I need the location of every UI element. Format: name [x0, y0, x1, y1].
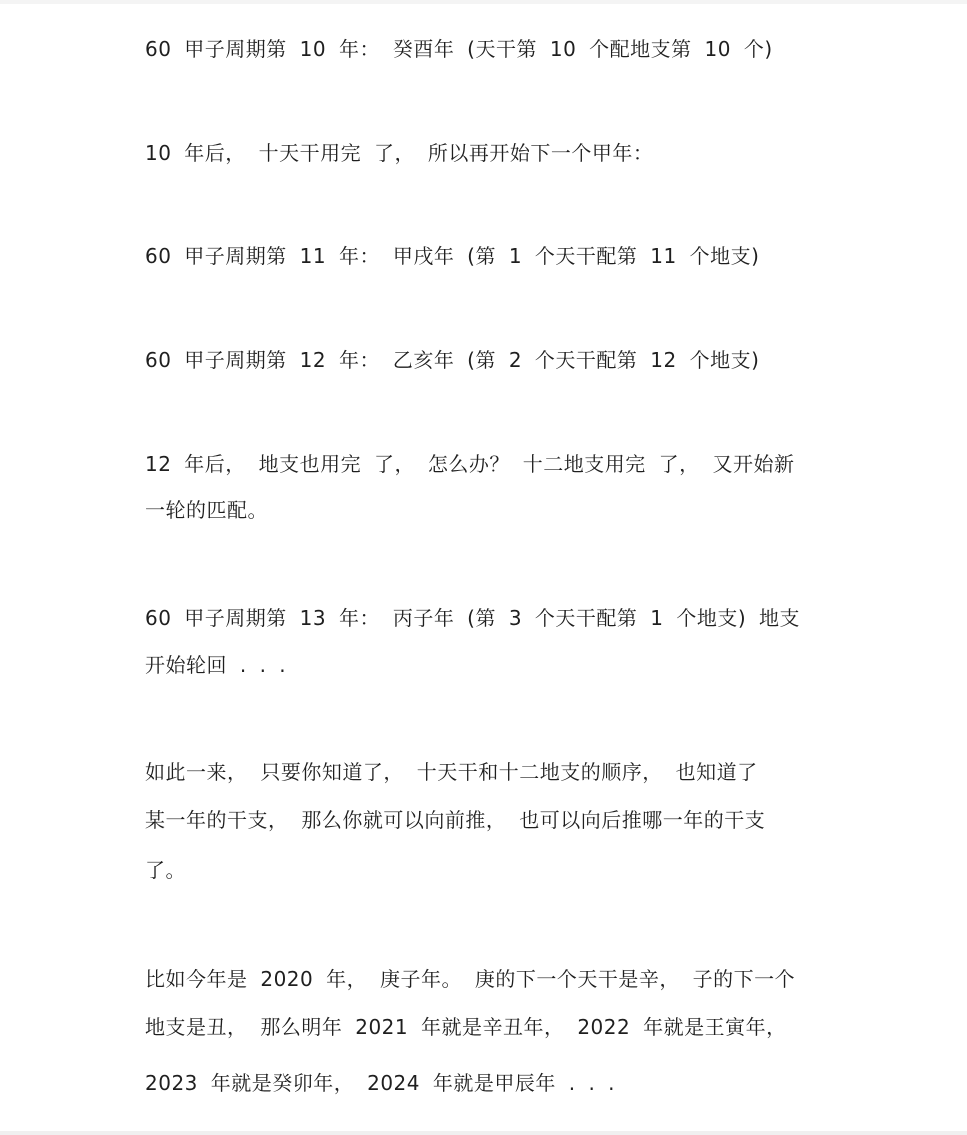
bottom-divider	[0, 1131, 967, 1135]
paragraph-6-line-2: 开始轮回 . . .	[145, 653, 287, 677]
paragraph-3-line-1: 60 甲子周期第 11 年： 甲戌年 (第 1 个天干配第 11 个地支)	[145, 244, 760, 268]
paragraph-4-line-1: 60 甲子周期第 12 年： 乙亥年 (第 2 个天干配第 12 个地支)	[145, 348, 760, 372]
top-divider	[0, 0, 967, 4]
paragraph-1-line-1: 60 甲子周期第 10 年： 癸酉年 (天干第 10 个配地支第 10 个)	[145, 37, 773, 61]
paragraph-8-line-1: 比如今年是 2020 年， 庚子年。 庚的下一个天干是辛， 子的下一个	[145, 967, 796, 991]
paragraph-7-line-3: 了。	[145, 858, 186, 882]
paragraph-7-line-1: 如此一来， 只要你知道了， 十天干和十二地支的顺序， 也知道了	[145, 760, 758, 784]
paragraph-8-line-2: 地支是丑， 那么明年 2021 年就是辛丑年， 2022 年就是王寅年，	[145, 1015, 787, 1039]
paragraph-7-line-2: 某一年的干支， 那么你就可以向前推， 也可以向后推哪一年的干支	[145, 808, 766, 832]
paragraph-5-line-2: 一轮的匹配。	[145, 498, 268, 522]
paragraph-8-line-3: 2023 年就是癸卯年， 2024 年就是甲辰年 . . .	[145, 1071, 616, 1095]
paragraph-2-line-1: 10 年后， 十天干用完 了， 所以再开始下一个甲年：	[145, 141, 654, 165]
paragraph-6-line-1: 60 甲子周期第 13 年： 丙子年 (第 3 个天干配第 1 个地支) 地支	[145, 606, 801, 630]
paragraph-5-line-1: 12 年后， 地支也用完 了， 怎么办？ 十二地支用完 了， 又开始新	[145, 452, 795, 476]
